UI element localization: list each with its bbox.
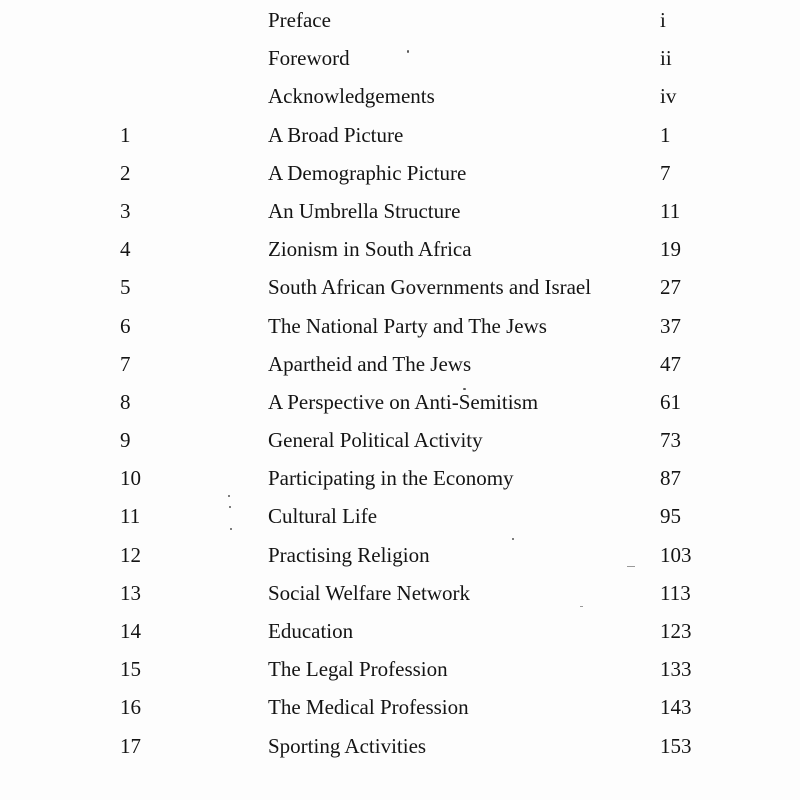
page-number: 123: [660, 619, 692, 643]
chapter-number: 6: [120, 313, 131, 338]
chapter-title: A Broad Picture: [268, 122, 404, 147]
toc-row: [0, 659, 800, 697]
chapter-number: 13: [120, 580, 141, 605]
chapter-number: 11: [120, 504, 141, 529]
toc-row: [0, 86, 800, 124]
chapter-number: 7: [120, 351, 131, 376]
toc-row: [0, 468, 800, 506]
scan-speck: [229, 506, 231, 508]
chapter-title: General Political Activity: [268, 428, 483, 453]
chapter-number: 3: [120, 198, 131, 223]
toc-row: [0, 542, 800, 583]
chapter-title: A Demographic Picture: [268, 160, 467, 185]
toc-row: [0, 580, 800, 621]
toc-row: [0, 697, 800, 735]
page-number: 153: [660, 733, 692, 758]
chapter-title: Participating in the Economy: [268, 466, 514, 491]
toc-row: [0, 10, 800, 48]
table-of-contents: [0, 10, 800, 774]
chapter-number: 12: [120, 542, 141, 567]
scan-speck: [228, 495, 230, 497]
scan-speck: [580, 606, 583, 607]
page-number: 133: [660, 657, 692, 682]
toc-row: [0, 733, 800, 774]
page-number: 73: [660, 428, 681, 453]
toc-row: [0, 313, 800, 354]
chapter-number: 5: [120, 275, 131, 300]
chapter-number: 16: [120, 695, 141, 720]
toc-row: [0, 239, 800, 277]
page-number: 11: [660, 198, 681, 223]
toc-row: [0, 160, 800, 201]
chapter-number: 17: [120, 733, 141, 758]
page-number: 27: [660, 275, 681, 300]
page-number: iv: [660, 84, 677, 109]
chapter-title: Education: [268, 619, 354, 643]
chapter-title: Apartheid and The Jews: [268, 351, 472, 376]
page-number: 95: [660, 504, 681, 529]
scan-speck: [512, 538, 514, 540]
toc-row: [0, 122, 800, 163]
page-number: 143: [660, 695, 692, 720]
toc-row: [0, 389, 800, 430]
chapter-title: The Legal Profession: [268, 657, 448, 682]
scan-speck: [230, 528, 232, 530]
chapter-title: The National Party and The Jews: [268, 313, 547, 338]
page-number: 113: [660, 580, 691, 605]
chapter-title: A Perspective on Anti-Semitism: [268, 389, 539, 414]
toc-row: [0, 621, 800, 659]
page-number: 7: [660, 160, 671, 185]
chapter-title: Foreword: [268, 46, 350, 71]
chapter-number: 2: [120, 160, 131, 185]
toc-row: [0, 430, 800, 468]
chapter-title: Social Welfare Network: [268, 580, 471, 605]
page-number: 1: [660, 122, 671, 147]
page-number: 47: [660, 351, 681, 376]
chapter-number: 1: [120, 122, 131, 147]
page-number: ii: [660, 46, 672, 71]
toc-row: [0, 48, 800, 86]
chapter-number: 4: [120, 237, 131, 262]
page-number: i: [660, 8, 666, 32]
toc-row: [0, 277, 800, 315]
scan-speck: [463, 388, 466, 390]
chapter-title: Cultural Life: [268, 504, 378, 529]
toc-row: [0, 198, 800, 239]
scan-speck: [627, 566, 635, 567]
toc-row: [0, 506, 800, 544]
chapter-title: Preface: [268, 8, 331, 32]
page-number: 61: [660, 389, 681, 414]
chapter-title: Zionism in South Africa: [268, 237, 472, 262]
page-number: 19: [660, 237, 681, 262]
toc-row: [0, 351, 800, 392]
chapter-number: 14: [120, 619, 141, 643]
chapter-number: 10: [120, 466, 141, 491]
page-number: 37: [660, 313, 681, 338]
chapter-number: 8: [120, 389, 131, 414]
chapter-title: Practising Religion: [268, 542, 430, 567]
page-number: 103: [660, 542, 692, 567]
chapter-number: 9: [120, 428, 131, 453]
scan-speck: [407, 50, 409, 53]
chapter-title: An Umbrella Structure: [268, 198, 461, 223]
chapter-number: 15: [120, 657, 141, 682]
chapter-title: South African Governments and Israel: [268, 275, 592, 300]
chapter-title: The Medical Profession: [268, 695, 469, 720]
chapter-title: Sporting Activities: [268, 733, 427, 758]
chapter-title: Acknowledgements: [268, 84, 435, 109]
page-number: 87: [660, 466, 681, 491]
